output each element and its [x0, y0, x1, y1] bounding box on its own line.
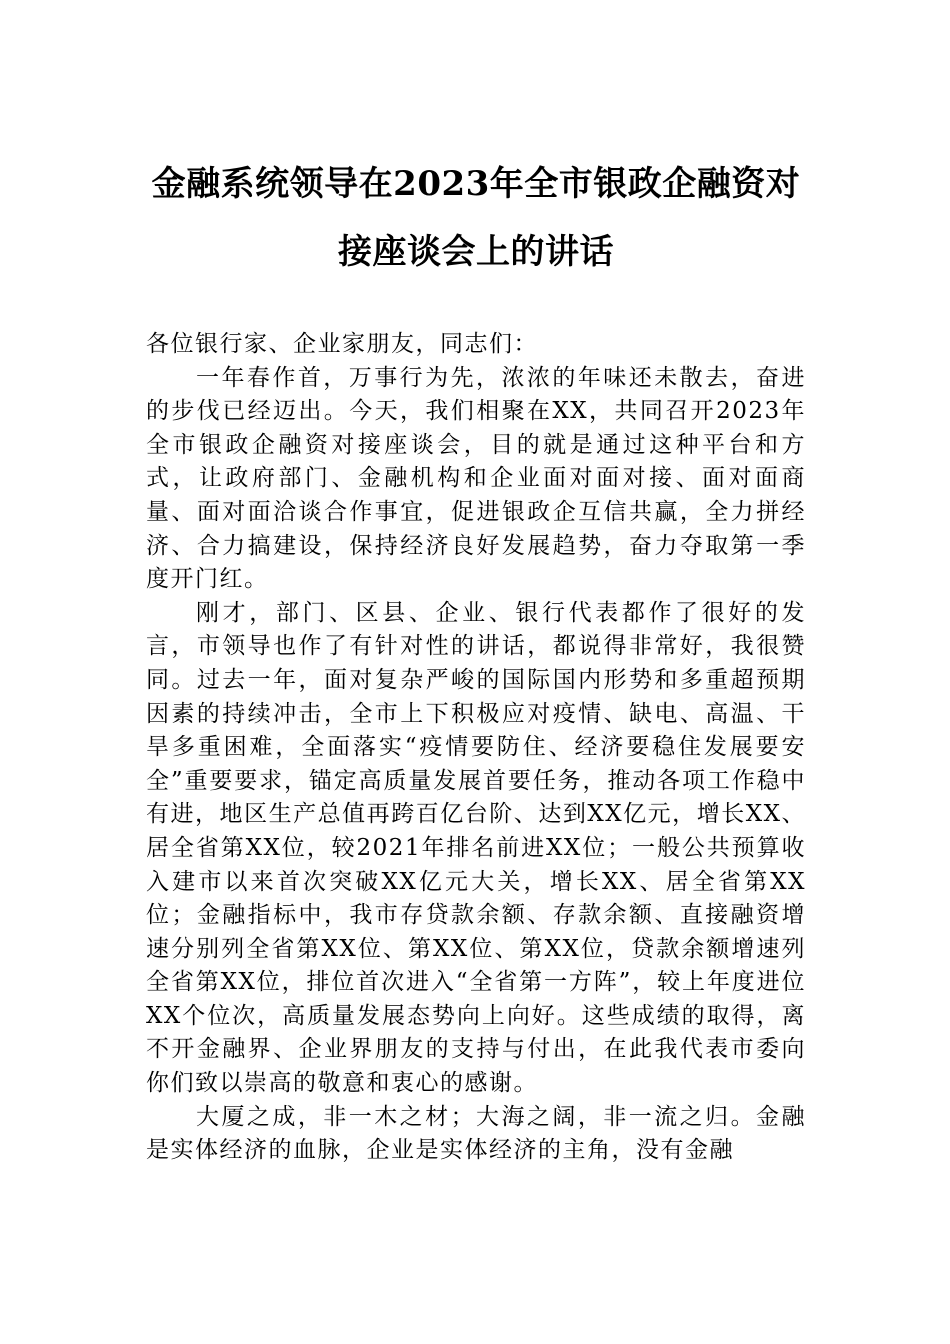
- document-body: [146, 328, 806, 1168]
- document-title-line-2: 接座谈会上的讲话: [338, 232, 614, 272]
- body-paragraph-1: 一年春作首，万事行为先，浓浓的年味还未散去，奋进的步伐已经迈出。今天，我们相聚在XX，共同召开2023年全市银政企融资对接座谈会，目的就是通过这种平台和方式，让政府部门、金融机构和企业面对面对接、面对面商量、面对面洽谈合作事宜，促进银政企互信共赢，全力拼经济、合力搞建设，保持经济良好发展趋势，奋力夺取第一季度开门红。: [146, 364, 806, 593]
- document-title-line-1: 金融系统领导在2023年全市银政企融资对: [151, 164, 801, 204]
- document-title: [146, 150, 806, 286]
- salutation: 各位银行家、企业家朋友，同志们：: [146, 331, 538, 357]
- body-paragraph-3: 大厦之成，非一木之材；大海之阔，非一流之归。金融是实体经济的血脉，企业是实体经济的主角，没有金融: [146, 1103, 806, 1164]
- body-paragraph-2: 刚才，部门、区县、企业、银行代表都作了很好的发言，市领导也作了有针对性的讲话，都说得非常好，我很赞同。过去一年，面对复杂严峻的国际国内形势和多重超预期因素的持续冲击，全市上下积极应对疫情、缺电、高温、干旱多重困难，全面落实“疫情要防住、经济要稳住发展要安全”重要要求，锚定高质量发展首要任务，推动各项工作稳中有进，地区生产总值再跨百亿台阶、达到XX亿元，增长XX、居全省第XX位，较2021年排名前进XX位；一般公共预算收入建市以来首次突破XX亿元大关，增长XX、居全省第XX位；金融指标中，我市存贷款余额、存款余额、直接融资增速分别列全省第XX位、第XX位、第XX位，贷款余额增速列全省第XX位，排位首次进入“全省第一方阵”，较上年度进位XX个位次，高质量发展态势向上向好。这些成绩的取得，离不开金融界、企业界朋友的支持与付出，在此我代表市委向你们致以崇高的敬意和衷心的感谢。: [146, 599, 806, 1097]
